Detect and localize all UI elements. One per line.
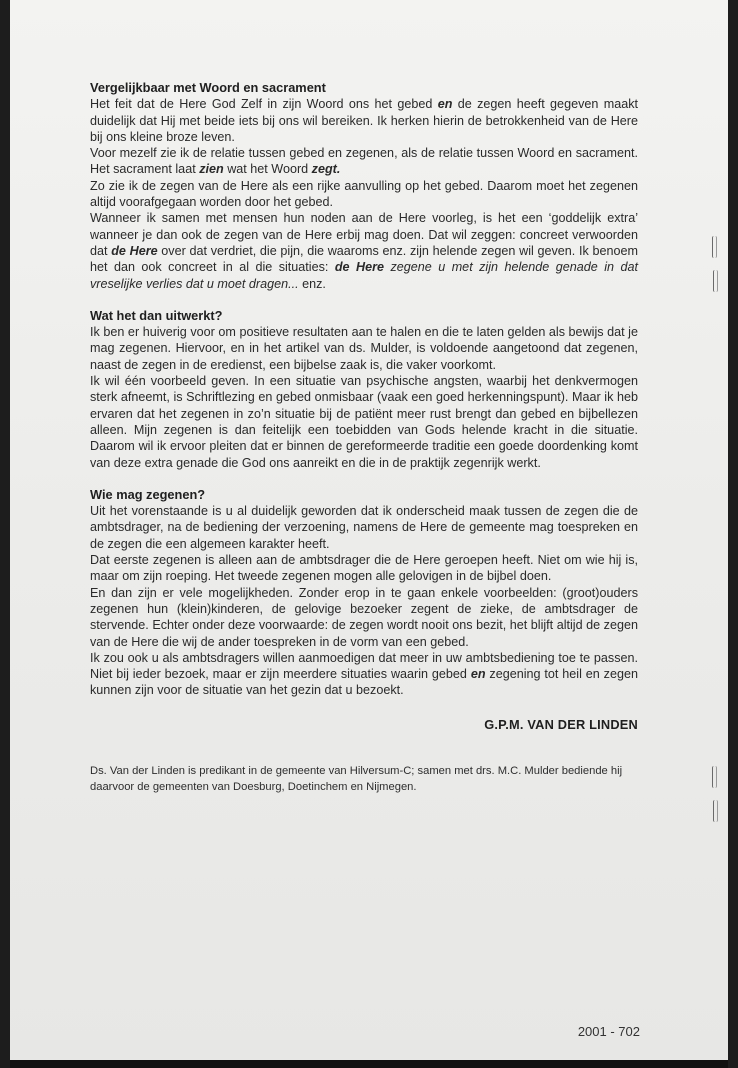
- text-run: zegening tot heil en zegen kunnen zijn voor de situatie van het gezin dat u bezoekt.: [90, 667, 638, 698]
- emphasis-text: de Here: [111, 243, 158, 258]
- text-run: Wanneer ik samen met mensen hun noden aan de Here voorleg, is het een ‘goddelijk extra’ wanneer je dan ook de zegen van de Here erbij mag doen. Dat wil zeggen: concreet verwoorden dat: [90, 211, 638, 258]
- section-heading: Wat het dan uitwerkt?: [90, 307, 223, 323]
- scan-edge: [10, 1060, 728, 1068]
- text-run: de zegen heeft gegeven maakt duidelijk dat Hij met beide iets bij ons wil bereiken. Ik herken hierin de betrokkenheid van de Here bij ons kleine broze leven.: [90, 97, 639, 144]
- paragraph: Ik ben er huiverig voor om positieve resultaten aan te halen en die te laten gelden als bewijs dat je mag zegenen. Hiervoor, en in het artikel van ds. Mulder, is voldoende aangetoond dat zegenen, naast de zegen in de eredienst, een bijbelse zaak is, die vaker voorkomt.: [90, 325, 638, 372]
- emphasis-text: en: [437, 97, 453, 112]
- text-run: over dat verdriet, die pijn, die waaroms enz. zijn helende zegen wil geven. Ik benoem het dan ook concreet in al die situaties:: [90, 243, 638, 275]
- margin-binding-mark: [712, 236, 717, 258]
- paragraph: En dan zijn er vele mogelijkheden. Zonder erop in te gaan enkele voorbeelden: (groot)ouders zegenen hun (klein)kinderen, de gelovige bezoeker zegent de zieke, de ambtsdrager de stervende. Echter onder deze voorwaarde: de zegen wordt nooit ons bezit, het blijft altijd de zegen van de Here die wij de ander toespreken in de vorm van een gebed.: [90, 585, 638, 649]
- italic-text: zegene u met zijn helende genade in dat vreselijke verlies dat u moet dragen...: [90, 260, 638, 291]
- section-wat-het-uitwerkt: [90, 308, 638, 471]
- margin-binding-mark: [713, 800, 718, 822]
- paragraph: [90, 145, 638, 178]
- text-run: Ik zou ook u als ambtsdragers willen aanmoedigen dat meer in uw ambtsbediening toe te passen. Niet bij ieder bezoek, maar er zijn meerdere situaties waarin gebed: [90, 650, 638, 682]
- page-number: 2001 - 702: [577, 1024, 640, 1039]
- emphasis-text: de Here: [334, 260, 385, 275]
- paragraph: [90, 96, 638, 145]
- emphasis-text: zegt.: [311, 162, 341, 177]
- emphasis-text: en: [470, 667, 486, 682]
- paragraph: Ik wil één voorbeeld geven. In een situatie van psychische angsten, waarbij het denkvermogen sterk afneemt, is Schriftlezing en gebed onmisbaar (vaak een goed herkenningspunt). Maar ik heb ervaren dat het zegenen in zo’n situatie bij de patiënt meer rust brengt dan gebed en bijbellezen alleen. Mijn zegenen is dan feitelijk een toebidden van Gods helende kracht in die situatie. Daarom wil ik ervoor pleiten dat er binnen de gereformeerde traditie een goede doordenking komt van deze extra genade die God ons aanreikt en die in de praktijk zegenrijk werkt.: [90, 374, 638, 470]
- paragraph: Dat eerste zegenen is alleen aan de ambtsdrager die de Here geroepen heeft. Niet om wie hij is, maar om zijn roeping. Het tweede zegenen mogen alle gelovigen in de bijbel doen.: [90, 553, 638, 584]
- section-heading: Vergelijkbaar met Woord en sacrament: [90, 80, 326, 95]
- emphasis-text: zien: [199, 162, 224, 177]
- margin-binding-mark: [712, 766, 717, 788]
- paragraph: [90, 210, 638, 291]
- text-run: Voor mezelf zie ik de relatie tussen gebed en zegenen, als de relatie tussen Woord en sacrament. Het sacrament laat: [90, 146, 638, 177]
- paragraph: Uit het vorenstaande is u al duidelijk geworden dat ik onderscheid maak tussen de zegen die de ambtsdrager, na de bediening der verzoening, namens de Here de gemeente mag toespreken en de zegen die een algemeen karakter heeft.: [90, 504, 638, 551]
- paragraph: [90, 650, 638, 699]
- text-run: wat het Woord: [223, 162, 312, 177]
- section-wie-mag-zegenen: [90, 487, 638, 699]
- author-note: Ds. Van der Linden is predikant in de gemeente van Hilversum-C; samen met drs. M.C. Mulder bediende hij daarvoor de gemeenten van Doesburg, Doetinchem en Nijmegen.: [90, 764, 623, 793]
- paragraph: Zo zie ik de zegen van de Here als een rijke aanvulling op het gebed. Daarom moet het zegenen altijd voorafgegaan worden door het gebed.: [90, 178, 638, 210]
- section-woord-en-sacrament: [90, 80, 638, 292]
- text-run: Het feit dat de Here God Zelf in zijn Woord ons het gebed: [90, 97, 438, 112]
- author-signature: G.P.M. VAN DER LINDEN: [484, 716, 638, 732]
- section-heading: Wie mag zegenen?: [90, 486, 206, 502]
- article-body: [90, 80, 638, 795]
- margin-binding-mark: [713, 270, 718, 292]
- text-run: enz.: [298, 276, 326, 291]
